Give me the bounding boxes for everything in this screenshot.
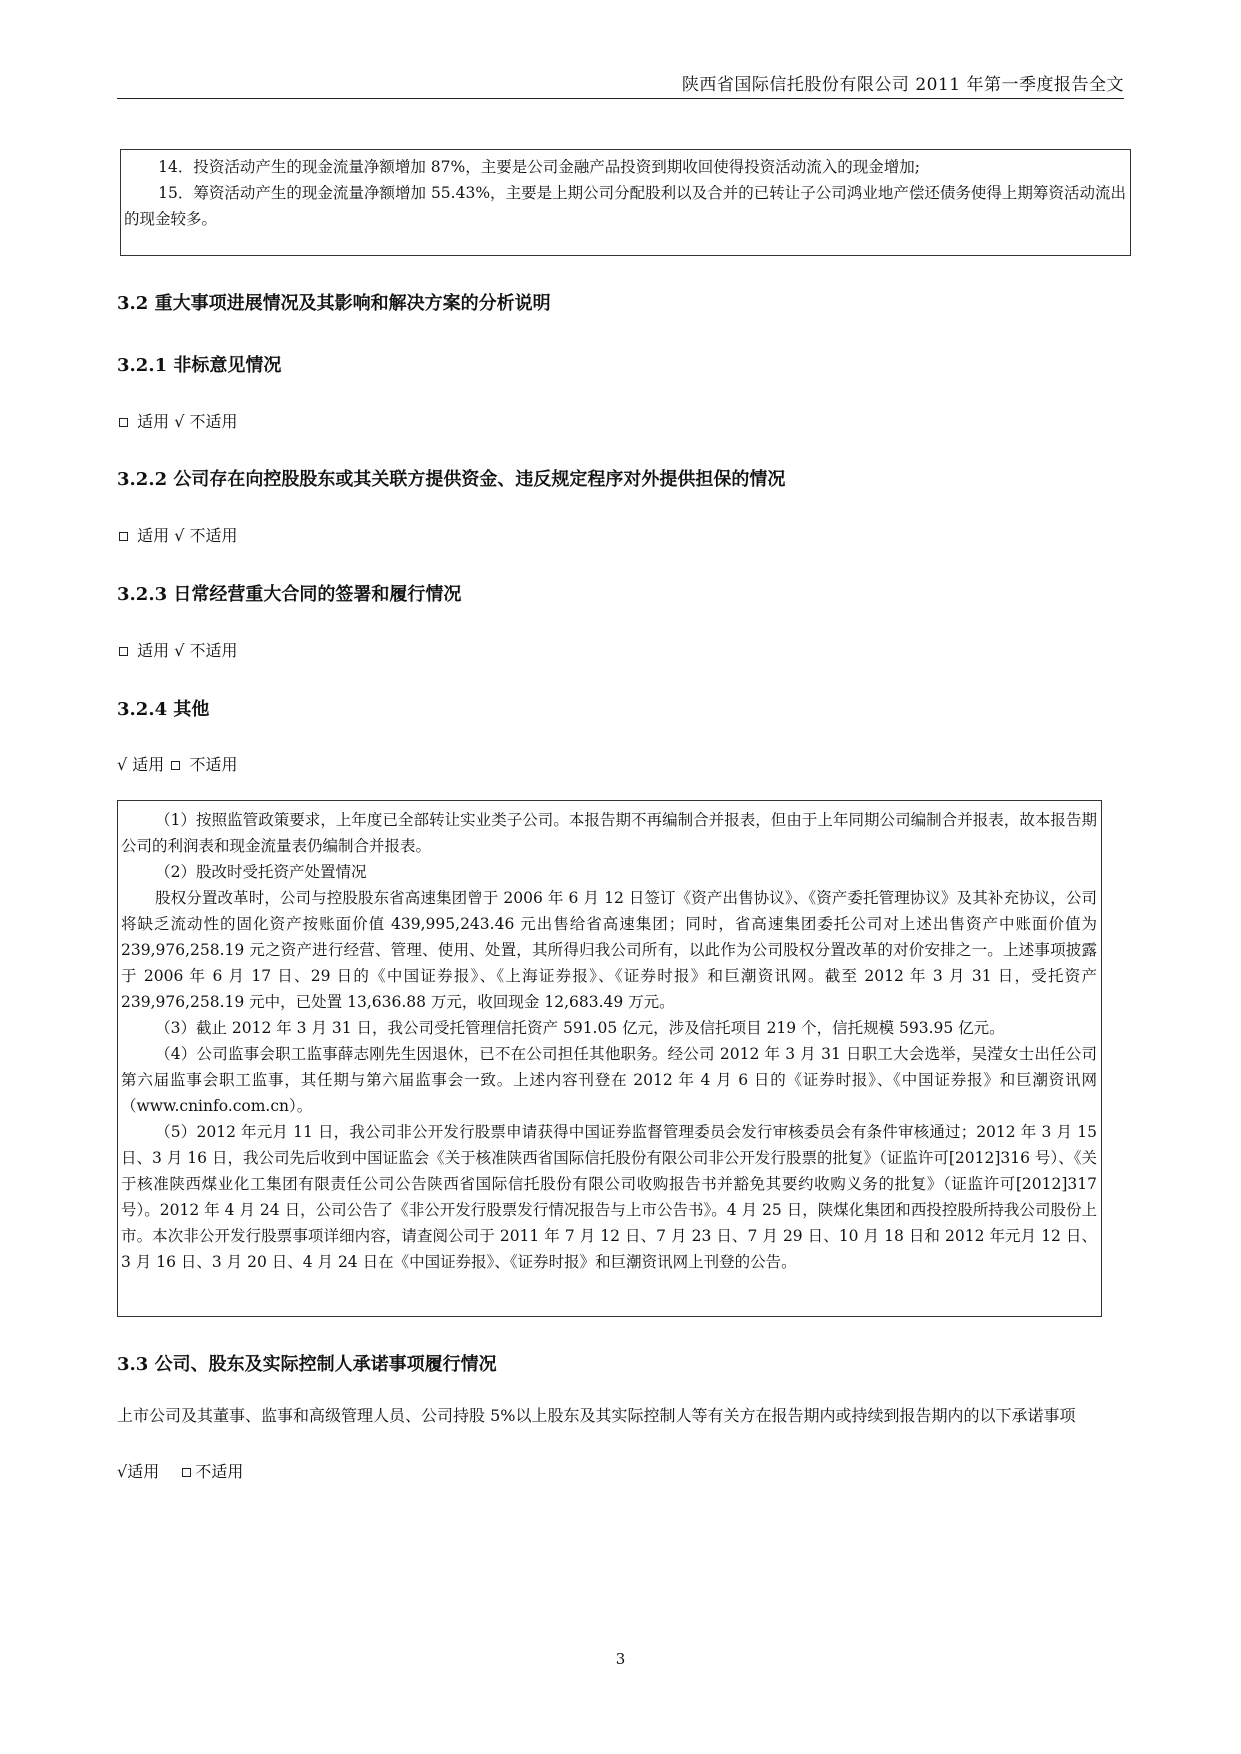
cashflow-notes-box — [120, 149, 1131, 256]
section-3-2-title: 3.2 重大事项进展情况及其影响和解决方案的分析说明 — [117, 293, 551, 314]
applicable-label: 适用 — [137, 641, 170, 660]
checkbox-icon — [119, 532, 128, 541]
section-3-2-4-options — [117, 752, 238, 775]
checkbox-icon — [171, 761, 180, 770]
section-3-2-2-options — [117, 523, 238, 546]
section-3-2-3-options — [117, 638, 238, 661]
check-mark-icon: √ — [174, 526, 185, 545]
not-applicable-label: 不适用 — [189, 412, 238, 431]
not-applicable-label: 不适用 — [189, 755, 238, 774]
section-3-3-title: 3.3 公司、股东及实际控制人承诺事项履行情况 — [117, 1354, 497, 1375]
page-number: 3 — [615, 1650, 626, 1668]
check-mark-icon: √ — [174, 641, 185, 660]
other-matter-4: （4）公司监事会职工监事薛志刚先生因退休，已不在公司担任其他职务。经公司 2012 年 3 月 31 日职工大会选举，吴滢女士出任公司第六届监事会职工监事，其任期与第六届监事会一致。上述内容刊登在 2012 年 4 月 6 日的《证券时报》、《中国证券报》和巨潮资讯网（www.cninfo.com.cn）。 — [121, 1045, 1097, 1115]
not-applicable-label: 不适用 — [189, 641, 238, 660]
section-3-3-options — [117, 1459, 243, 1482]
section-3-2-3-title: 3.2.3 日常经营重大合同的签署和履行情况 — [117, 584, 462, 605]
not-applicable-label: 不适用 — [189, 526, 238, 545]
other-matter-2-body: 股权分置改革时，公司与控股股东省高速集团曾于 2006 年 6 月 12 日签订《资产出售协议》、《资产委托管理协议》及其补充协议，公司将缺乏流动性的固化资产按账面价值 439,995,243.46 元出售给省高速集团；同时，省高速集团委托公司对上述出售资产中账面价值为 239,976,258.19 元之资产进行经营、管理、使用、处置，其所得归我公司所有，以此作为公司股权分置改革的对价安排之一。上述事项披露于 2006 年 6 月 17 日、29 日的《中国证券报》、《上海证券报》、《证券时报》和巨潮资讯网。截至 2012 年 3 月 31 日，受托资产 239,976,258.19 元中，已处置 13,636.88 万元，收回现金 12,683.49 万元。 — [121, 889, 1097, 1011]
other-matter-5: （5）2012 年元月 11 日，我公司非公开发行股票申请获得中国证券监督管理委员会发行审核委员会有条件审核通过；2012 年 3 月 15 日、3 月 16 日，我公司先后收到中国证监会《关于核准陕西省国际信托股份有限公司非公开发行股票的批复》（证监许可[2012]316 号）、《关于核准陕西煤业化工集团有限责任公司公告陕西省国际信托股份有限公司收购报告书并豁免其要约收购义务的批复》（证监许可[2012]317 号）。2012 年 4 月 24 日，公司公告了《非公开发行股票发行情况报告与上市公告书》。4 月 25 日，陕煤化集团和西投控股所持我公司股份上市。本次非公开发行股票事项详细内容，请查阅公司于 2011 年 7 月 12 日、7 月 23 日、7 月 29 日、10 月 18 日和 2012 年元月 12 日、3 月 16 日、3 月 20 日、4 月 24 日在《中国证券报》、《证券时报》和巨潮资讯网上刊登的公告。 — [121, 1123, 1097, 1271]
checkbox-icon — [182, 1468, 191, 1477]
cashflow-note-14: 14．投资活动产生的现金流量净额增加 87%，主要是公司金融产品投资到期收回使得投资活动流入的现金增加; — [158, 158, 920, 176]
section-3-2-1-title: 3.2.1 非标意见情况 — [117, 355, 282, 376]
header-title: 陕西省国际信托股份有限公司 2011 年第一季度报告全文 — [681, 75, 1124, 95]
applicable-label: 适用 — [132, 755, 165, 774]
header-rule — [117, 98, 1124, 99]
applicable-label: 适用 — [137, 526, 170, 545]
check-mark-icon: √ — [117, 1462, 128, 1481]
section-3-2-4-title: 3.2.4 其他 — [117, 699, 210, 720]
section-3-2-1-options — [117, 409, 238, 432]
cashflow-note-15: 15．筹资活动产生的现金流量净额增加 55.43%，主要是上期公司分配股利以及合并的已转让子公司鸿业地产偿还债务使得上期筹资活动流出的现金较多。 — [124, 184, 1126, 228]
other-matters-box — [117, 800, 1102, 1317]
check-mark-icon: √ — [117, 755, 128, 774]
applicable-label: 适用 — [137, 412, 170, 431]
other-matter-1: （1）按照监管政策要求，上年度已全部转让实业类子公司。本报告期不再编制合并报表，但由于上年同期公司编制合并报表，故本报告期公司的利润表和现金流量表仍编制合并报表。 — [121, 811, 1097, 855]
section-3-3-body: 上市公司及其董事、监事和高级管理人员、公司持股 5%以上股东及其实际控制人等有关方在报告期内或持续到报告期内的以下承诺事项 — [117, 1406, 1076, 1425]
checkbox-icon — [119, 418, 128, 427]
check-mark-icon: √ — [174, 412, 185, 431]
section-3-2-2-title: 3.2.2 公司存在向控股股东或其关联方提供资金、违反规定程序对外提供担保的情况 — [117, 469, 786, 490]
checkbox-icon — [119, 647, 128, 656]
other-matter-3: （3）截止 2012 年 3 月 31 日，我公司受托管理信托资产 591.05 亿元，涉及信托项目 219 个，信托规模 593.95 亿元。 — [155, 1019, 1005, 1037]
not-applicable-label: 不适用 — [195, 1462, 244, 1481]
other-matter-2-title: （2）股改时受托资产处置情况 — [155, 863, 367, 881]
applicable-label: 适用 — [127, 1462, 160, 1481]
